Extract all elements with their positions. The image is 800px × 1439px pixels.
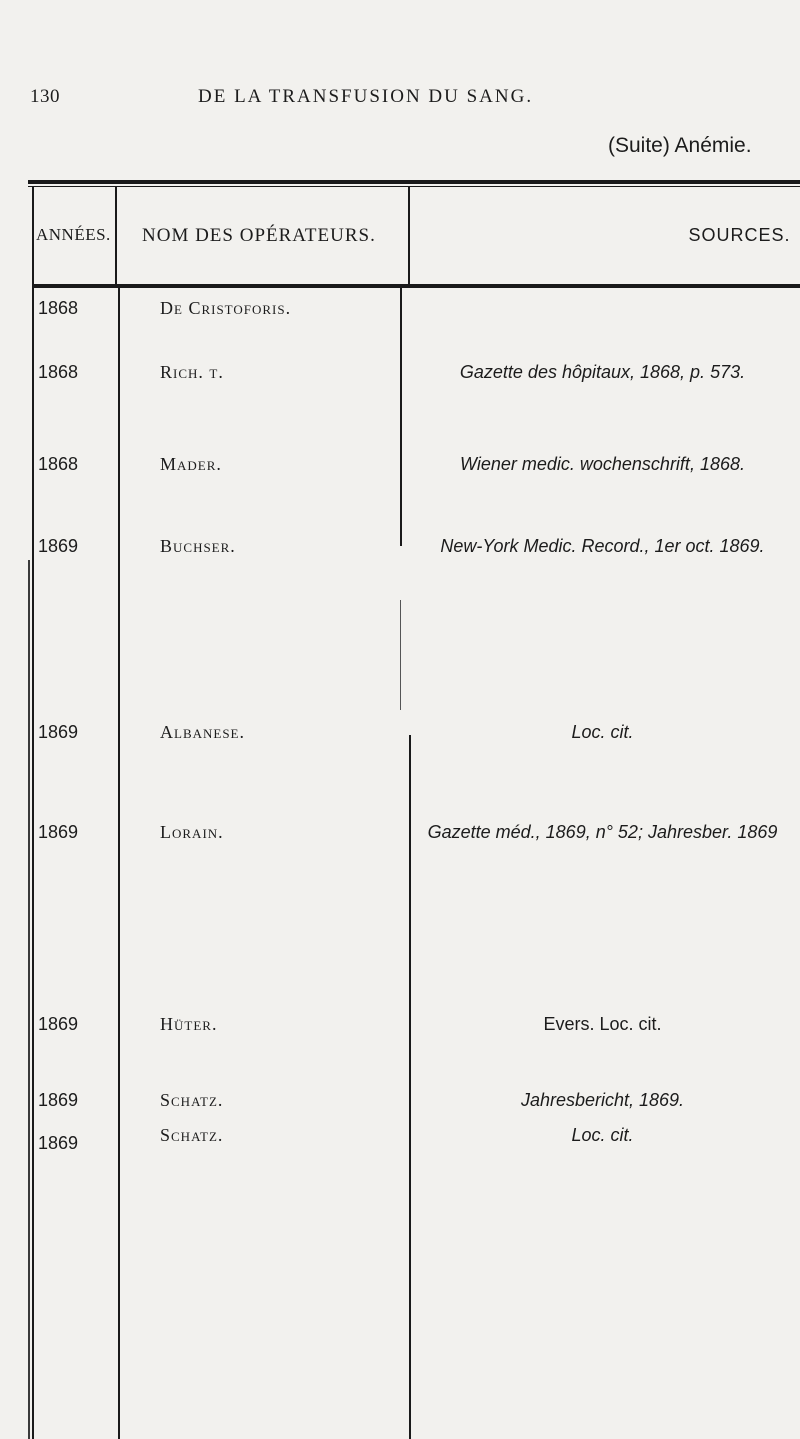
column-header-operators: NOM DES OPÉRATEURS. bbox=[142, 225, 376, 246]
row-year: 1868 bbox=[38, 362, 79, 382]
row-year: 1868 bbox=[38, 454, 79, 474]
row-operator: Rich. t. bbox=[160, 362, 224, 382]
row-source: Loc. cit. bbox=[571, 1125, 634, 1145]
continuation-label: (Suite) Anémie. bbox=[608, 134, 752, 157]
table-left-border-outer bbox=[28, 560, 30, 1439]
column-divider-1 bbox=[115, 186, 117, 286]
table-header-rule bbox=[34, 284, 800, 288]
column-header-years: ANNÉES. bbox=[36, 225, 111, 244]
table-row bbox=[0, 1014, 800, 1038]
page-header bbox=[0, 86, 800, 110]
row-operator: Schatz. bbox=[160, 1125, 224, 1145]
row-operator: Albanese. bbox=[160, 722, 245, 742]
row-source: Loc. cit. bbox=[571, 722, 634, 742]
table-row bbox=[0, 536, 800, 560]
row-year: 1868 bbox=[38, 298, 79, 318]
column-divider-2 bbox=[408, 186, 410, 286]
row-year: 1869 bbox=[38, 722, 79, 742]
table-row bbox=[0, 722, 800, 746]
table-top-rule bbox=[28, 180, 800, 184]
column-divider-2-body bbox=[400, 288, 402, 546]
row-year: 1869 bbox=[38, 822, 79, 842]
row-operator: Buchser. bbox=[160, 536, 236, 556]
table-row bbox=[0, 454, 800, 478]
table-row bbox=[0, 1090, 800, 1114]
row-year: 1869 bbox=[38, 536, 79, 556]
row-operator: Hüter. bbox=[160, 1014, 218, 1034]
table-row bbox=[0, 362, 800, 386]
row-source: Jahresbericht, 1869. bbox=[520, 1090, 685, 1110]
row-operator: De Cristoforis. bbox=[160, 298, 292, 318]
row-operator: Schatz. bbox=[160, 1090, 224, 1110]
row-year: 1869 bbox=[38, 1014, 79, 1034]
row-year: 1869 bbox=[38, 1133, 79, 1153]
row-source: Gazette des hôpitaux, 1868, p. 573. bbox=[459, 362, 746, 382]
row-source: Wiener medic. wochenschrift, 1868. bbox=[460, 454, 745, 474]
row-source: New-York Medic. Record., 1er oct. 1869. bbox=[440, 536, 765, 556]
row-source: Evers. Loc. cit. bbox=[543, 1014, 662, 1034]
row-source: Gazette méd., 1869, n° 52; Jahresber. 1869 bbox=[427, 822, 778, 842]
table-row bbox=[0, 1125, 800, 1153]
table-top-rule-thin bbox=[28, 186, 800, 187]
row-operator: Lorain. bbox=[160, 822, 224, 842]
row-year: 1869 bbox=[38, 1090, 79, 1110]
row-operator: Mader. bbox=[160, 454, 222, 474]
table-row bbox=[0, 822, 800, 846]
column-header-sources: SOURCES. bbox=[688, 225, 791, 245]
running-title: DE LA TRANSFUSION DU SANG. bbox=[198, 86, 534, 107]
table-row bbox=[0, 298, 800, 322]
page-number: 130 bbox=[30, 86, 60, 107]
column-divider-2-faint bbox=[400, 600, 401, 710]
